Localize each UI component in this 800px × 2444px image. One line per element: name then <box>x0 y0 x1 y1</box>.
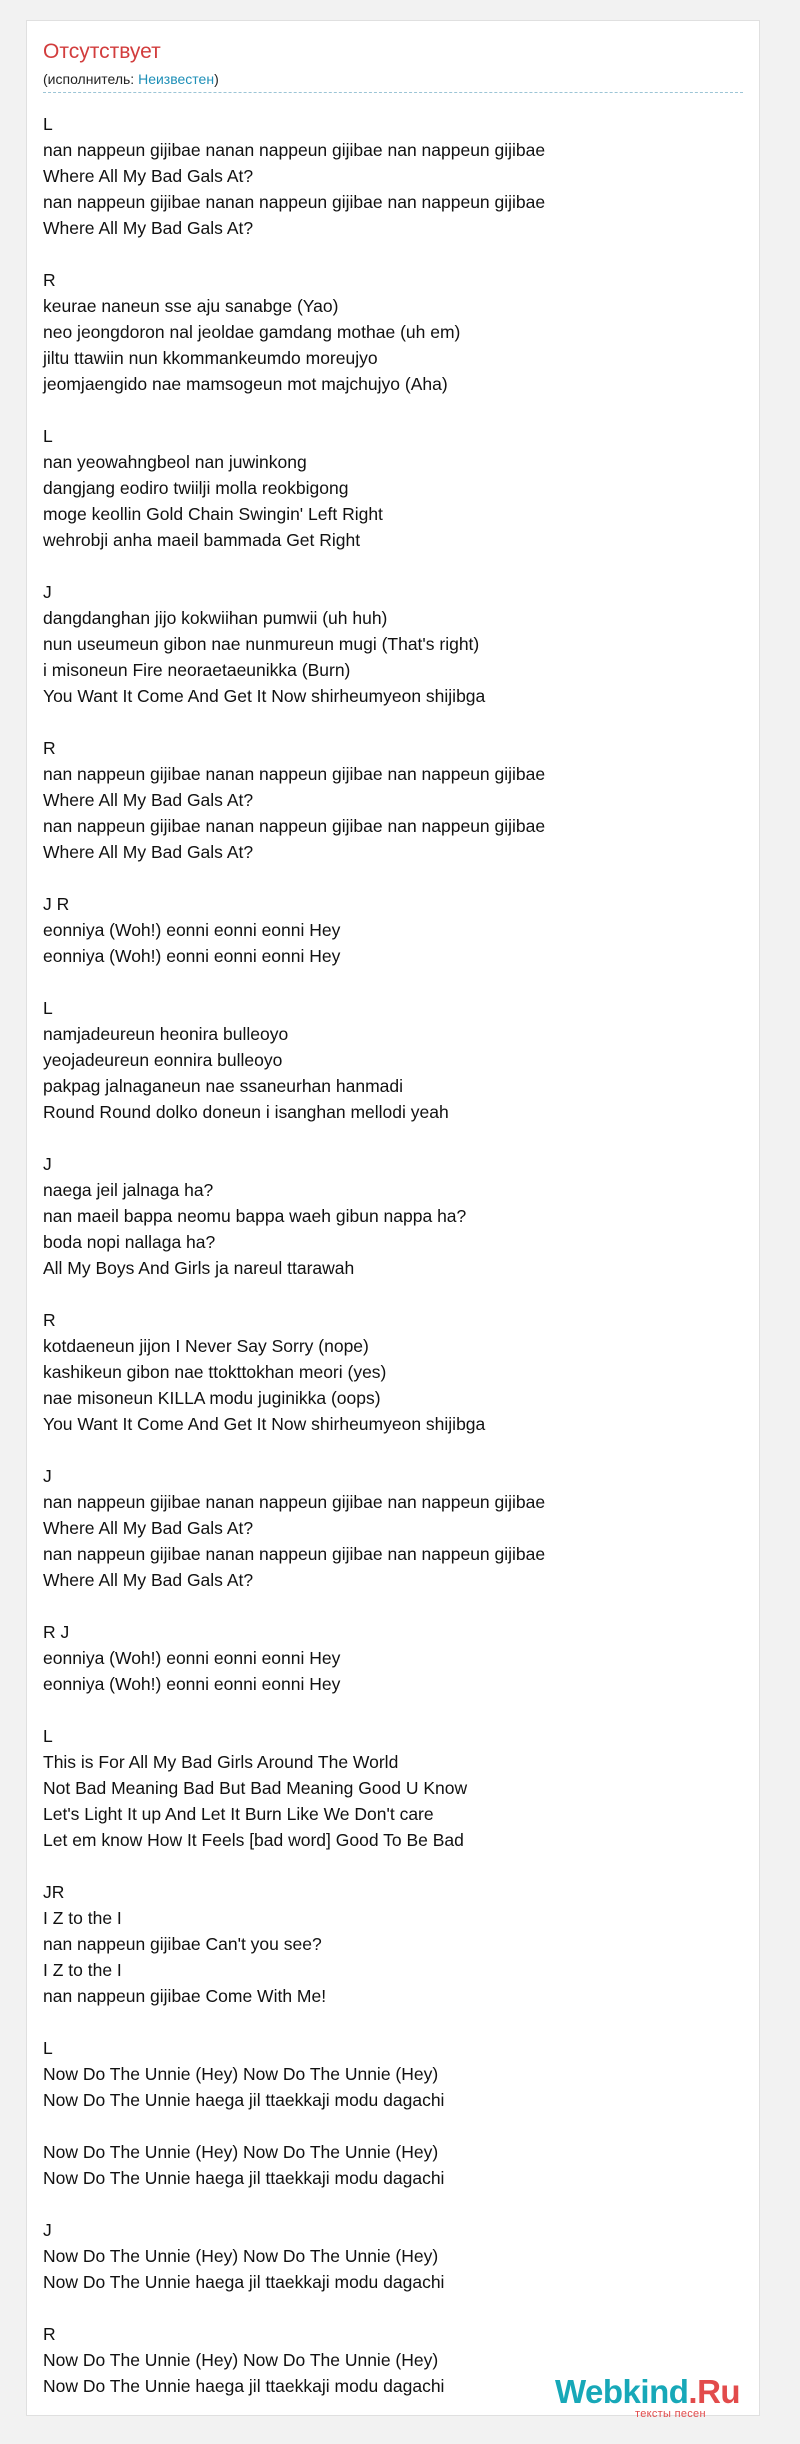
song-title: Отсутствует <box>43 40 161 63</box>
lyrics-line: nan nappeun gijibae Can't you see? <box>43 1934 322 1954</box>
lyrics-card <box>26 20 760 2416</box>
lyrics-line: namjadeureun heonira bulleoyo <box>43 1024 289 1044</box>
lyrics-line: nan nappeun gijibae Come With Me! <box>43 1986 327 2006</box>
lyrics-line: Round Round dolko doneun i isanghan mellodi yeah <box>43 1102 449 1122</box>
lyrics-line: i misoneun Fire neoraetaeunikka (Burn) <box>43 660 351 680</box>
lyrics-line: neo jeongdoron nal jeoldae gamdang mothae (uh em) <box>43 322 461 342</box>
lyrics-blank-line <box>43 2113 743 2139</box>
lyrics-blank-line <box>43 1125 743 1151</box>
lyrics-line: Now Do The Unnie haega jil ttaekkaji modu dagachi <box>43 2272 445 2292</box>
lyrics-line: eonniya (Woh!) eonni eonni eonni Hey <box>43 946 341 966</box>
lyrics-line: nan maeil bappa neomu bappa waeh gibun nappa ha? <box>43 1206 467 1226</box>
lyrics-line: Where All My Bad Gals At? <box>43 1518 254 1538</box>
header-divider <box>43 92 743 93</box>
lyrics-blank-line <box>43 1697 743 1723</box>
lyrics-line: nan nappeun gijibae nanan nappeun gijibae nan nappeun gijibae <box>43 192 546 212</box>
logo-suffix: .Ru <box>688 2373 741 2410</box>
lyrics-line: Not Bad Meaning Bad But Bad Meaning Good U Know <box>43 1778 468 1798</box>
logo-tagline: тексты песен <box>635 2408 706 2420</box>
lyrics-line: R <box>43 2324 56 2344</box>
lyrics-line: Where All My Bad Gals At? <box>43 790 254 810</box>
lyrics-line: Let's Light It up And Let It Burn Like We Don't care <box>43 1804 434 1824</box>
lyrics-line: jiltu ttawiin nun kkommankeumdo moreujyo <box>43 348 378 368</box>
lyrics-line: Now Do The Unnie haega jil ttaekkaji modu dagachi <box>43 2376 445 2396</box>
lyrics-line: Now Do The Unnie (Hey) Now Do The Unnie (Hey) <box>43 2142 439 2162</box>
lyrics-line: dangjang eodiro twiilji molla reokbigong <box>43 478 349 498</box>
lyrics-line: Now Do The Unnie (Hey) Now Do The Unnie (Hey) <box>43 2246 439 2266</box>
lyrics-line: L <box>43 1726 53 1746</box>
artist-line <box>43 71 219 88</box>
lyrics-line: I Z to the I <box>43 1908 122 1928</box>
lyrics-blank-line <box>43 2009 743 2035</box>
lyrics-line: Now Do The Unnie (Hey) Now Do The Unnie (Hey) <box>43 2350 439 2370</box>
lyrics-line: yeojadeureun eonnira bulleoyo <box>43 1050 283 1070</box>
lyrics-line: Now Do The Unnie haega jil ttaekkaji modu dagachi <box>43 2168 445 2188</box>
lyrics-line: Now Do The Unnie haega jil ttaekkaji modu dagachi <box>43 2090 445 2110</box>
lyrics-line: nan nappeun gijibae nanan nappeun gijibae nan nappeun gijibae <box>43 140 546 160</box>
lyrics-blank-line <box>43 241 743 267</box>
lyrics-line: nae misoneun KILLA modu juginikka (oops) <box>43 1388 381 1408</box>
lyrics-line: Where All My Bad Gals At? <box>43 1570 254 1590</box>
logo-main-text: Webkind <box>555 2373 689 2410</box>
lyrics-line: eonniya (Woh!) eonni eonni eonni Hey <box>43 1648 341 1668</box>
lyrics-line: nun useumeun gibon nae nunmureun mugi (That's right) <box>43 634 480 654</box>
lyrics-line: nan nappeun gijibae nanan nappeun gijibae nan nappeun gijibae <box>43 764 546 784</box>
lyrics-line: keurae naneun sse aju sanabge (Yao) <box>43 296 339 316</box>
lyrics-line: jeomjaengido nae mamsogeun mot majchujyo (Aha) <box>43 374 448 394</box>
lyrics-line: nan nappeun gijibae nanan nappeun gijibae nan nappeun gijibae <box>43 1544 546 1564</box>
webkind-logo[interactable] <box>555 2372 755 2422</box>
lyrics-line: R <box>43 1310 56 1330</box>
lyrics-line: L <box>43 2038 53 2058</box>
lyrics-blank-line <box>43 553 743 579</box>
lyrics-line: naega jeil jalnaga ha? <box>43 1180 214 1200</box>
lyrics-line: R <box>43 738 56 758</box>
lyrics-line: L <box>43 998 53 1018</box>
lyrics-line: eonniya (Woh!) eonni eonni eonni Hey <box>43 920 341 940</box>
lyrics-line: I Z to the I <box>43 1960 122 1980</box>
lyrics-line: dangdanghan jijo kokwiihan pumwii (uh huh) <box>43 608 388 628</box>
lyrics-line: Where All My Bad Gals At? <box>43 218 254 238</box>
lyrics-line: moge keollin Gold Chain Swingin' Left Right <box>43 504 383 524</box>
lyrics-line: L <box>43 114 53 134</box>
lyrics-blank-line <box>43 1437 743 1463</box>
lyrics-line: J <box>43 1154 52 1174</box>
lyrics-line: nan nappeun gijibae nanan nappeun gijibae nan nappeun gijibae <box>43 816 546 836</box>
lyrics-line: All My Boys And Girls ja nareul ttarawah <box>43 1258 355 1278</box>
lyrics-blank-line <box>43 2295 743 2321</box>
lyrics-line: Now Do The Unnie (Hey) Now Do The Unnie (Hey) <box>43 2064 439 2084</box>
lyrics-line: J <box>43 582 52 602</box>
lyrics-blank-line <box>43 1593 743 1619</box>
lyrics-line: nan nappeun gijibae nanan nappeun gijibae nan nappeun gijibae <box>43 1492 546 1512</box>
lyrics-blank-line <box>43 1853 743 1879</box>
lyrics-blank-line <box>43 709 743 735</box>
lyrics-line: Let em know How It Feels [bad word] Good To Be Bad <box>43 1830 464 1850</box>
lyrics-line: J R <box>43 894 70 914</box>
lyrics-line: You Want It Come And Get It Now shirheumyeon shijibga <box>43 1414 486 1434</box>
lyrics-text <box>43 111 743 2399</box>
lyrics-line: L <box>43 426 53 446</box>
lyrics-line: kashikeun gibon nae ttokttokhan meori (yes) <box>43 1362 387 1382</box>
lyrics-blank-line <box>43 969 743 995</box>
lyrics-line: JR <box>43 1882 65 1902</box>
lyrics-blank-line <box>43 2191 743 2217</box>
lyrics-line: J <box>43 1466 52 1486</box>
lyrics-line: kotdaeneun jijon I Never Say Sorry (nope) <box>43 1336 369 1356</box>
lyrics-line: You Want It Come And Get It Now shirheumyeon shijibga <box>43 686 486 706</box>
lyrics-line: J <box>43 2220 52 2240</box>
lyrics-line: This is For All My Bad Girls Around The World <box>43 1752 399 1772</box>
lyrics-line: nan yeowahngbeol nan juwinkong <box>43 452 307 472</box>
lyrics-blank-line <box>43 1281 743 1307</box>
lyrics-blank-line <box>43 397 743 423</box>
lyrics-line: R <box>43 270 56 290</box>
lyrics-line: boda nopi nallaga ha? <box>43 1232 216 1252</box>
lyrics-line: Where All My Bad Gals At? <box>43 842 254 862</box>
lyrics-line: R J <box>43 1622 70 1642</box>
artist-link[interactable]: Неизвестен <box>138 71 215 87</box>
lyrics-line: eonniya (Woh!) eonni eonni eonni Hey <box>43 1674 341 1694</box>
logo-wordmark <box>555 2372 740 2412</box>
artist-suffix: ) <box>214 71 219 87</box>
lyrics-line: pakpag jalnaganeun nae ssaneurhan hanmadi <box>43 1076 404 1096</box>
lyrics-line: wehrobji anha maeil bammada Get Right <box>43 530 361 550</box>
lyrics-blank-line <box>43 865 743 891</box>
lyrics-line: Where All My Bad Gals At? <box>43 166 254 186</box>
artist-prefix: (исполнитель: <box>43 71 139 87</box>
